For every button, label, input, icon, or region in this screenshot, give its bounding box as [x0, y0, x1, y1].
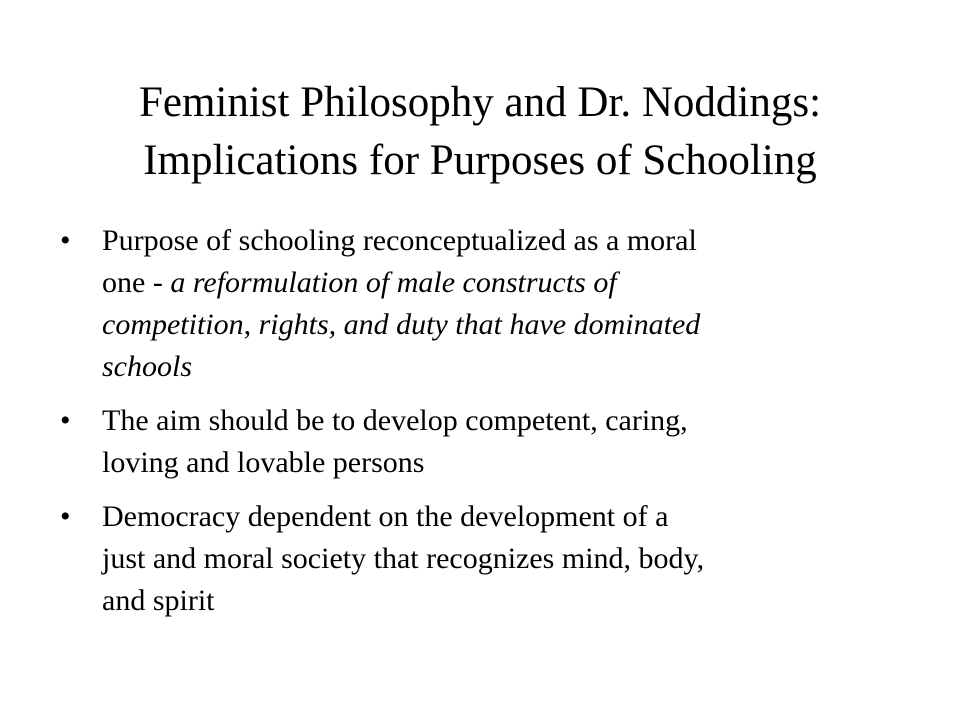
bullet-dot-icon: • [60, 224, 71, 257]
bullet-text-line: Democracy dependent on the development of a [102, 500, 669, 533]
bullet-text-italic: a reformulation of male constructs of [170, 266, 617, 299]
bullet-text-line: loving and lovable persons [102, 446, 425, 479]
bullet-text-line-italic: competition, rights, and duty that have dominated [102, 308, 701, 341]
bullet-item-democracy [60, 496, 880, 622]
bullet-dot-icon: • [60, 404, 71, 437]
bullet-text-line: and spirit [102, 584, 215, 617]
slide-title [60, 74, 900, 190]
bullet-text-line: just and moral society that recognizes mind, body, [102, 542, 705, 575]
bullet-item-aim [60, 400, 880, 484]
bullet-text-line: Purpose of schooling reconceptualized as a moral [102, 224, 697, 257]
bullet-text-plain: one - [102, 266, 171, 299]
bullet-text-line: The aim should be to develop competent, caring, [102, 404, 688, 437]
bullet-text-line-italic: schools [102, 350, 192, 383]
bullet-item-purpose [60, 220, 880, 388]
bullet-dot-icon: • [60, 500, 71, 533]
title-line-2: Implications for Purposes of Schooling [143, 137, 817, 184]
title-line-1: Feminist Philosophy and Dr. Noddings: [138, 79, 822, 126]
bullet-list [60, 220, 880, 634]
bullet-text-line [102, 262, 880, 304]
